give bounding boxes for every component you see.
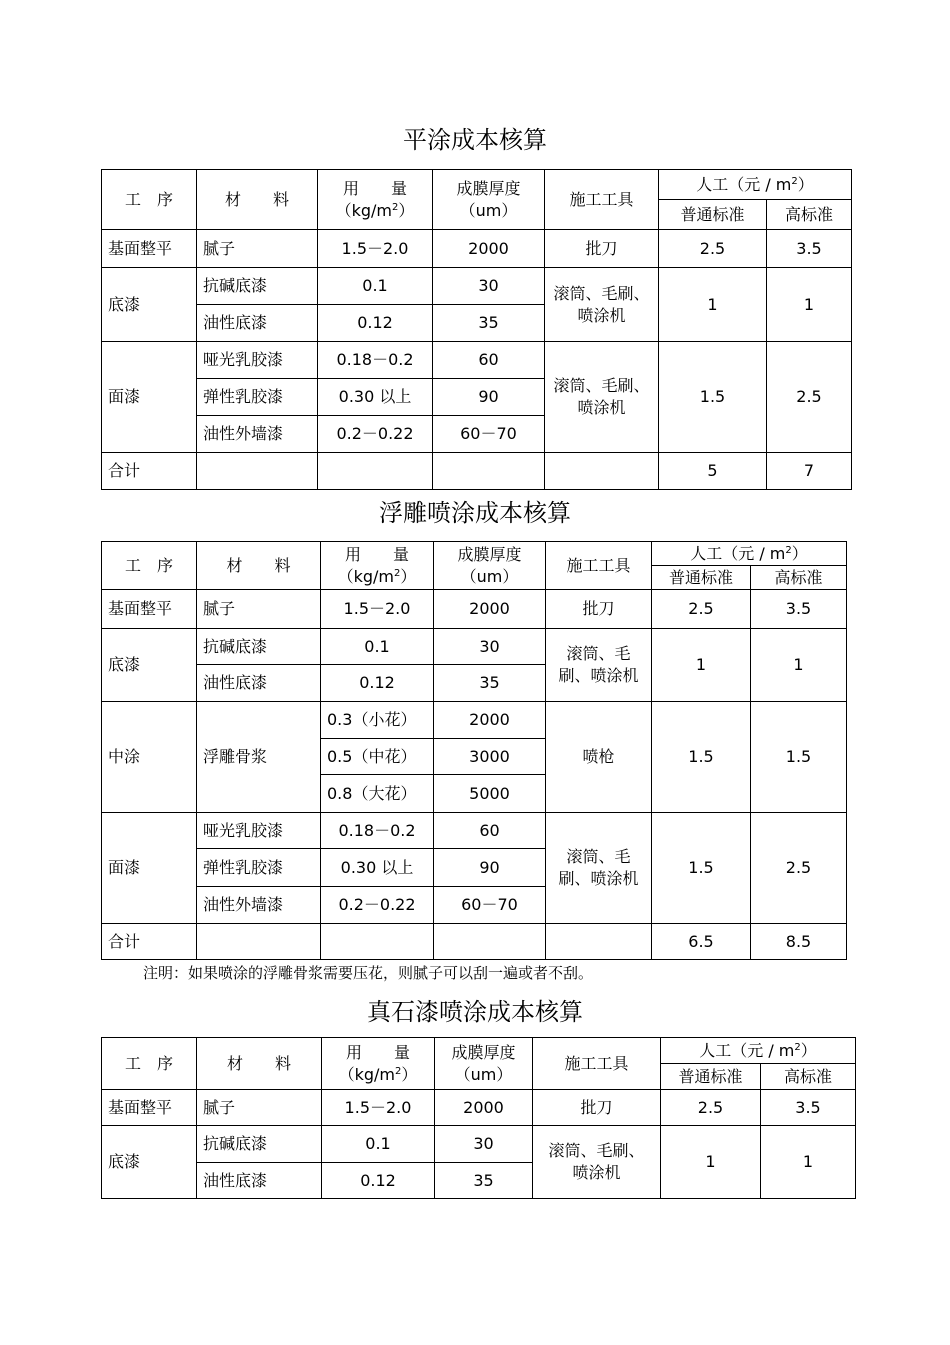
material-cell: 弹性乳胶漆	[197, 849, 321, 887]
thickness-cell: 60－70	[434, 887, 546, 924]
header-thickness: 成膜厚度 （um）	[434, 542, 546, 590]
header-material: 材 料	[197, 1038, 322, 1090]
thickness-cell: 2000	[435, 1090, 533, 1126]
thickness-cell: 2000	[434, 590, 546, 629]
thickness-cell: 60－70	[433, 416, 545, 453]
header-usage: 用 量 $(kg/m^2)$	[318, 170, 433, 230]
process-cell: 基面整平	[102, 590, 197, 629]
process-cell: 底漆	[102, 1126, 197, 1199]
material-cell: 弹性乳胶漆	[197, 379, 318, 416]
thickness-cell: 35	[435, 1163, 533, 1199]
material-cell: 抗碱底漆	[197, 629, 321, 665]
labor-normal-cell: 1.5	[652, 702, 751, 813]
process-cell: 面漆	[102, 342, 197, 453]
labor-high-cell: 2.5	[751, 813, 847, 924]
thickness-cell: 35	[434, 665, 546, 702]
header-tool: 施工工具	[545, 170, 659, 230]
table3-title: 真石漆喷涂成本核算	[367, 998, 583, 1026]
tool-cell: 批刀	[533, 1090, 661, 1126]
table-row	[102, 590, 847, 629]
usage-cell: 1.5－2.0	[321, 590, 434, 629]
empty-cell	[321, 924, 434, 960]
thickness-cell: 35	[433, 305, 545, 342]
usage-cell: 0.3（小花）	[321, 702, 434, 739]
thickness-cell: 3000	[434, 739, 546, 775]
header-usage: 用 量 $(kg/m^2)$	[321, 542, 434, 590]
material-cell: 油性外墙漆	[197, 416, 318, 453]
labor-high-cell: 3.5	[767, 230, 852, 268]
labor-normal-cell: 1.5	[652, 813, 751, 924]
usage-cell: 1.5－2.0	[322, 1090, 435, 1126]
header-tool: 施工工具	[533, 1038, 661, 1090]
process-cell: 基面整平	[102, 1090, 197, 1126]
process-cell: 底漆	[102, 268, 197, 342]
tool-cell: 滚筒、毛刷、喷涂机	[546, 813, 652, 924]
thickness-cell: 5000	[434, 775, 546, 813]
usage-cell: 0.2－0.22	[321, 887, 434, 924]
header-labor: 人工（元 / $m^2$）	[661, 1038, 856, 1064]
header-labor: 人工（元 / $m^2$）	[659, 170, 852, 200]
header-labor-normal: 普通标准	[661, 1064, 761, 1090]
table-row	[102, 629, 847, 665]
header-labor-normal: 普通标准	[652, 566, 751, 590]
thickness-cell: 60	[434, 813, 546, 849]
total-label: 合计	[102, 924, 197, 960]
header-labor-normal: 普通标准	[659, 200, 767, 230]
material-cell: 浮雕骨浆	[197, 702, 321, 813]
thickness-cell: 90	[434, 849, 546, 887]
table-row	[102, 342, 852, 379]
header-labor-high: 高标准	[767, 200, 852, 230]
thickness-cell: 30	[434, 629, 546, 665]
empty-cell	[318, 453, 433, 490]
total-row	[102, 924, 847, 960]
header-labor: 人工（元 / $m^2$）	[652, 542, 847, 566]
empty-cell	[546, 924, 652, 960]
usage-cell: 0.12	[318, 305, 433, 342]
header-tool: 施工工具	[546, 542, 652, 590]
material-cell: 抗碱底漆	[197, 268, 318, 305]
empty-cell	[197, 924, 321, 960]
usage-cell: 0.18－0.2	[318, 342, 433, 379]
material-cell: 哑光乳胶漆	[197, 813, 321, 849]
table-row	[102, 813, 847, 849]
material-cell: 油性底漆	[197, 665, 321, 702]
tool-cell: 喷枪	[546, 702, 652, 813]
material-cell: 油性底漆	[197, 305, 318, 342]
table-row	[102, 1090, 856, 1126]
table2-title: 浮雕喷涂成本核算	[379, 499, 571, 527]
total-label: 合计	[102, 453, 197, 490]
usage-cell: 0.30 以上	[321, 849, 434, 887]
labor-normal-cell: 2.5	[652, 590, 751, 629]
total-normal: 6.5	[652, 924, 751, 960]
tool-cell: 批刀	[546, 590, 652, 629]
header-thickness: 成膜厚度 （um）	[433, 170, 545, 230]
header-thickness: 成膜厚度 （um）	[435, 1038, 533, 1090]
usage-cell: 0.5（中花）	[321, 739, 434, 775]
usage-cell: 0.1	[322, 1126, 435, 1163]
labor-high-cell: 1	[751, 629, 847, 702]
header-material: 材 料	[197, 542, 321, 590]
material-cell: 油性外墙漆	[197, 887, 321, 924]
thickness-cell: 2000	[433, 230, 545, 268]
header-process: 工 序	[102, 1038, 197, 1090]
table-row	[102, 702, 847, 739]
thickness-cell: 30	[435, 1126, 533, 1163]
usage-cell: 0.30 以上	[318, 379, 433, 416]
usage-cell: 0.8（大花）	[321, 775, 434, 813]
process-cell: 中涂	[102, 702, 197, 813]
header-material: 材 料	[197, 170, 318, 230]
table-row	[102, 1126, 856, 1163]
labor-normal-cell: 2.5	[661, 1090, 761, 1126]
labor-high-cell: 1.5	[751, 702, 847, 813]
labor-normal-cell: 1	[652, 629, 751, 702]
tool-cell: 滚筒、毛刷、喷涂机	[533, 1126, 661, 1199]
labor-high-cell: 1	[761, 1126, 856, 1199]
usage-cell: 0.1	[318, 268, 433, 305]
material-cell: 腻子	[197, 230, 318, 268]
process-cell: 基面整平	[102, 230, 197, 268]
usage-cell: 0.1	[321, 629, 434, 665]
usage-cell: 0.2－0.22	[318, 416, 433, 453]
thickness-cell: 90	[433, 379, 545, 416]
labor-high-cell: 3.5	[751, 590, 847, 629]
process-cell: 底漆	[102, 629, 197, 702]
thickness-cell: 30	[433, 268, 545, 305]
header-process: 工 序	[102, 542, 197, 590]
labor-normal-cell: 1.5	[659, 342, 767, 453]
labor-high-cell: 2.5	[767, 342, 852, 453]
table-row	[102, 230, 852, 268]
usage-cell: 0.12	[321, 665, 434, 702]
usage-cell: 1.5－2.0	[318, 230, 433, 268]
labor-normal-cell: 1	[661, 1126, 761, 1199]
empty-cell	[545, 453, 659, 490]
table2-note: 注明：如果喷涂的浮雕骨浆需要压花，则腻子可以刮一遍或者不刮。	[143, 964, 594, 982]
material-cell: 腻子	[197, 1090, 322, 1126]
tool-cell: 滚筒、毛刷、喷涂机	[545, 342, 659, 453]
tool-cell: 滚筒、毛刷、喷涂机	[546, 629, 652, 702]
labor-normal-cell: 1	[659, 268, 767, 342]
table2	[101, 541, 847, 960]
header-usage: 用 量 $(kg/m^2)$	[322, 1038, 435, 1090]
table-row	[102, 268, 852, 305]
labor-high-cell: 1	[767, 268, 852, 342]
usage-cell: 0.18－0.2	[321, 813, 434, 849]
usage-cell: 0.12	[322, 1163, 435, 1199]
table1-title: 平涂成本核算	[403, 126, 547, 154]
header-labor-high: 高标准	[761, 1064, 856, 1090]
total-high: 7	[767, 453, 852, 490]
thickness-cell: 60	[433, 342, 545, 379]
tool-cell: 批刀	[545, 230, 659, 268]
thickness-cell: 2000	[434, 702, 546, 739]
total-row	[102, 453, 852, 490]
process-cell: 面漆	[102, 813, 197, 924]
material-cell: 抗碱底漆	[197, 1126, 322, 1163]
material-cell: 油性底漆	[197, 1163, 322, 1199]
labor-normal-cell: 2.5	[659, 230, 767, 268]
table3	[101, 1037, 856, 1199]
table1	[101, 169, 852, 490]
empty-cell	[434, 924, 546, 960]
empty-cell	[197, 453, 318, 490]
header-labor-high: 高标准	[751, 566, 847, 590]
header-process: 工 序	[102, 170, 197, 230]
empty-cell	[433, 453, 545, 490]
material-cell: 哑光乳胶漆	[197, 342, 318, 379]
material-cell: 腻子	[197, 590, 321, 629]
total-normal: 5	[659, 453, 767, 490]
total-high: 8.5	[751, 924, 847, 960]
tool-cell: 滚筒、毛刷、喷涂机	[545, 268, 659, 342]
labor-high-cell: 3.5	[761, 1090, 856, 1126]
